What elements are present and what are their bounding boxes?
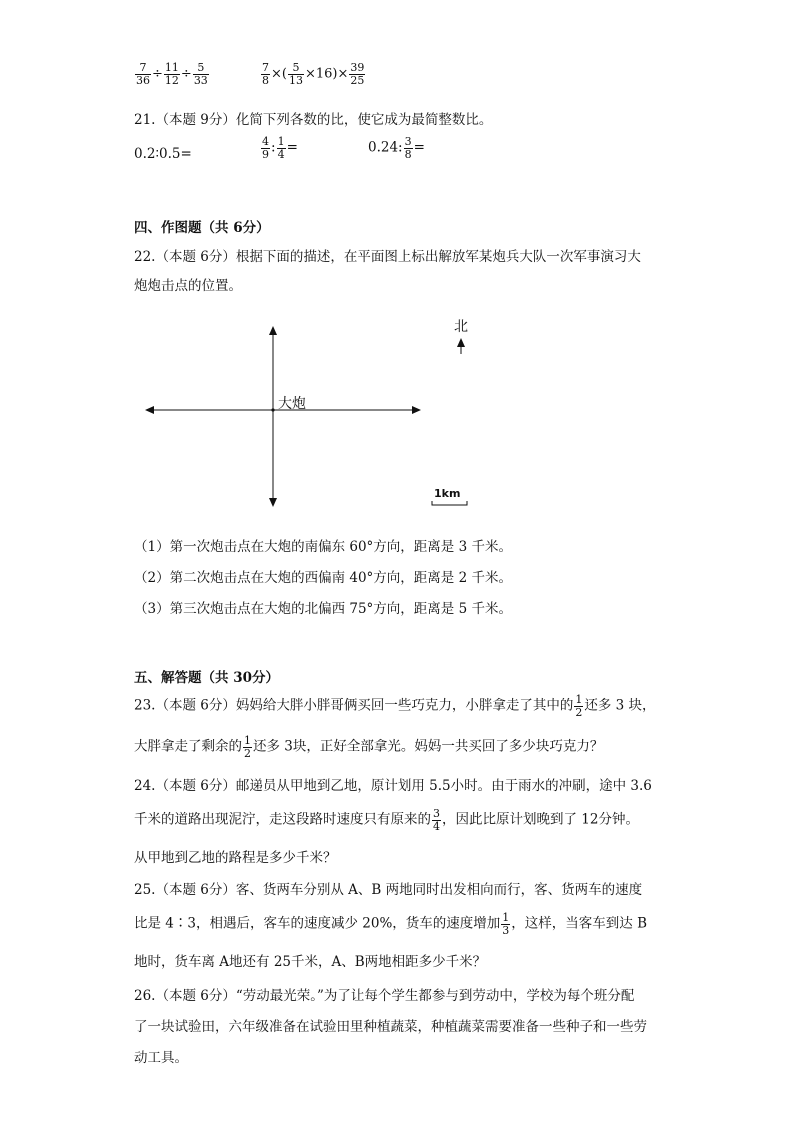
fraction: $\frac{7}{36}$ (136, 61, 150, 87)
fraction: $\frac{5}{33}$ (193, 61, 208, 87)
q25-line3: 地时，货车离 A地还有 25千米，A、B两地相距多少千米？ (134, 954, 487, 970)
q26-line1: 26.（本题 6分）“劳动最光荣。”为了让每个学生都参与到劳动中，学校为每个班分配 (134, 988, 635, 1004)
q26-line2: 了一块试验田，六年级准备在试验田里种植蔬菜，种植蔬菜需要准备一些种子和一些劳 (134, 1019, 647, 1035)
q25-line2: 比是 4∶3，相遇后，客车的速度减少 20%，货车的速度增加 $\frac{1}{3}$ ，这样，当客车到达 B (134, 911, 647, 937)
q22-text-line1: 22.（本题 6分）根据下面的描述，在平面图上标出解放军某炮兵大队一次军事演习大 (134, 249, 641, 265)
q21-ratio-a: 0.2∶0.5= (134, 146, 192, 162)
fraction: $\frac{1}{2}$ (575, 693, 583, 719)
fraction: $\frac{3}{4}$ (433, 807, 440, 833)
fraction: $\frac{5}{13}$ (288, 61, 303, 87)
expression-division: $\frac{7}{36}$ ÷ $\frac{11}{12}$ ÷ $\frac{5}{33}$ (136, 61, 208, 87)
q26-line3: 动工具。 (134, 1050, 188, 1066)
q21-ratio-c: 0.24: $\frac{3}{8}$ = (368, 135, 425, 161)
fraction: $\frac{4}{9}$ (262, 135, 269, 161)
fraction: $\frac{7}{8}$ (262, 61, 269, 87)
fraction: $\frac{11}{12}$ (164, 61, 179, 87)
q22-text-line2: 炮炮击点的位置。 (134, 278, 242, 294)
north-label: 北 (454, 319, 468, 335)
q25-line1: 25.（本题 6分）客、货两车分别从 A、B 两地同时出发相向而行，客、货两车的速度 (134, 882, 643, 898)
q22-item-3: （3）第三次炮击点在大炮的北偏西 75°方向，距离是 5 千米。 (134, 601, 512, 617)
q24-line3: 从甲地到乙地的路程是多少千米？ (134, 850, 337, 866)
q23-line2: 大胖拿走了剩余的 $\frac{1}{2}$ 还多 3块，正好全部拿光。妈妈一共买回了多少块巧克力？ (134, 734, 604, 760)
scale-bar (432, 501, 467, 505)
cannon-point (271, 408, 274, 411)
expression-multiplication: $\frac{7}{8}$ ×( $\frac{5}{13}$ ×16)× $\frac{39}{25}$ (262, 61, 365, 87)
q21-ratio-b: $\frac{4}{9}$ : $\frac{1}{4}$ = (262, 135, 298, 161)
q24-line1: 24.（本题 6分）邮递员从甲地到乙地，原计划用 5.5小时。由于雨水的冲刷，途中 3.6 (134, 778, 652, 794)
section-title-drawing: 四、作图题（共 6分） (134, 220, 270, 236)
section-title-solutions: 五、解答题（共 30分） (134, 670, 279, 686)
fraction: $\frac{1}{4}$ (277, 135, 285, 161)
fraction: $\frac{3}{8}$ (404, 135, 412, 161)
fraction: $\frac{1}{2}$ (244, 734, 251, 760)
fraction: $\frac{1}{3}$ (502, 911, 510, 937)
scale-label: 1km (434, 487, 461, 500)
q22-item-1: （1）第一次炮击点在大炮的南偏东 60°方向，距离是 3 千米。 (134, 539, 512, 555)
q21-title: 21.（本题 9分）化简下列各数的比，使它成为最简整数比。 (134, 112, 493, 128)
q22-item-2: （2）第二次炮击点在大炮的西偏南 40°方向，距离是 2 千米。 (134, 570, 512, 586)
q23-line1: 23.（本题 6分）妈妈给大胖小胖哥俩买回一些巧克力，小胖拿走了其中的 $\frac{1}{2}$ 还多 3 块， (134, 693, 656, 719)
q24-line2: 千米的道路出现泥泞，走这段路时速度只有原来的 $\frac{3}{4}$ ，因此比原计划晚到了 12分钟。 (134, 807, 639, 833)
cannon-label: 大炮 (278, 396, 306, 412)
fraction: $\frac{39}{25}$ (350, 61, 365, 87)
